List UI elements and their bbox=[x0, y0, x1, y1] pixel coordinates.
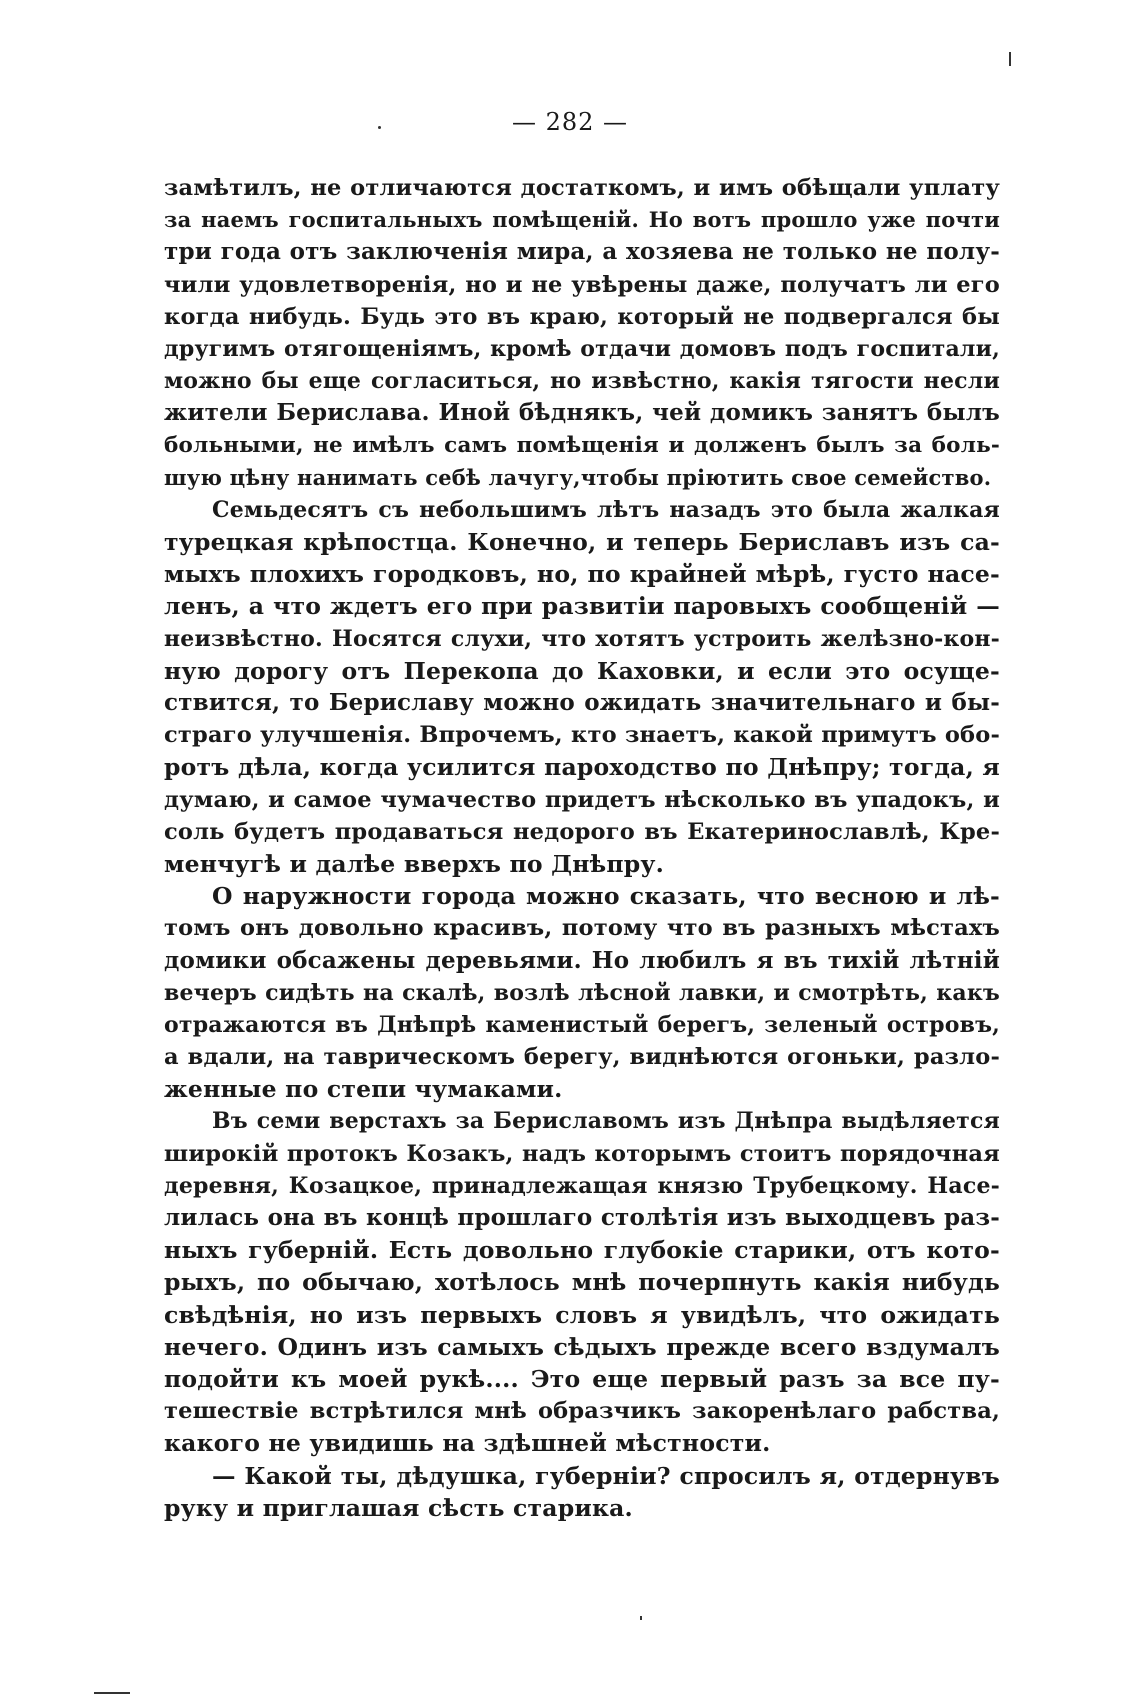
text-line: женные по степи чумаками. bbox=[164, 1075, 563, 1104]
text-line: неизвѣстно. Носятся слухи, что хотятъ устроить желѣзно-кон- bbox=[164, 625, 1000, 652]
text-line: ствится, то Бериславу можно ожидать значительнаго и бы- bbox=[164, 689, 1000, 716]
print-speck bbox=[640, 1616, 642, 1620]
text-line: руку и приглашая сѣсть старика. bbox=[164, 1493, 633, 1522]
text-line: Семьдесятъ съ небольшимъ лѣтъ назадъ это была жалкая bbox=[212, 496, 1000, 523]
text-line: думаю, и самое чумачество придетъ нѣсколько въ упадокъ, и bbox=[164, 786, 1000, 813]
text-line: замѣтилъ, не отличаются достаткомъ, и имъ обѣщали уплату bbox=[164, 175, 1000, 201]
text-line: шую цѣну нанимать себѣ лачугу,чтобы пріютить свое семейство. bbox=[164, 464, 992, 490]
text-line: рыхъ, по обычаю, хотѣлось мнѣ почерпнуть какія нибудь bbox=[164, 1268, 1000, 1297]
text-line: О наружности города можно сказать, что весною и лѣ- bbox=[212, 882, 1000, 911]
text-line: ленъ, а что ждетъ его при развитіи паровыхъ сообщеній — bbox=[164, 592, 1000, 621]
page-number: — 282 — bbox=[511, 108, 629, 136]
text-line: три года отъ заключенія мира, а хозяева не только не полу- bbox=[164, 238, 1000, 266]
text-line: домики обсажены деревьями. Но любилъ я въ тихій лѣтній bbox=[164, 946, 1000, 974]
text-line: ныхъ губерній. Есть довольно глубокіе старики, отъ кото- bbox=[164, 1236, 1000, 1265]
text-line: отражаются въ Днѣпрѣ каменистый берегъ, зеленый островъ, bbox=[164, 1011, 1000, 1038]
text-line: больными, не имѣлъ самъ помѣщенія и долженъ былъ за боль- bbox=[164, 432, 1000, 458]
text-line: какого не увидишь на здѣшней мѣстности. bbox=[164, 1429, 771, 1458]
text-line: — Какой ты, дѣдушка, губерніи? спросилъ я, отдернувъ bbox=[212, 1461, 1000, 1490]
text-line: за наемъ госпитальныхъ помѣщеній. Но вотъ прошло уже почти bbox=[164, 207, 1000, 233]
text-line: другимъ отягощеніямъ, кромѣ отдачи домовъ подъ госпитали, bbox=[164, 335, 1000, 362]
text-line: можно бы еще согласиться, но извѣстно, какія тягости несли bbox=[164, 368, 1000, 395]
text-line: турецкая крѣпостца. Конечно, и теперь Бериславъ изъ са- bbox=[164, 528, 1000, 557]
text-line: томъ онъ довольно красивъ, потому что въ разныхъ мѣстахъ bbox=[164, 915, 1000, 942]
text-line: Въ семи верстахъ за Бериславомъ изъ Днѣпра выдѣляется bbox=[212, 1108, 1000, 1135]
text-line: соль будетъ продаваться недорого въ Екатеринославлѣ, Кре- bbox=[164, 818, 1000, 845]
text-line: а вдали, на таврическомъ берегу, виднѣются огоньки, разло- bbox=[164, 1044, 1000, 1071]
text-line: менчугѣ и далѣе вверхъ по Днѣпру. bbox=[164, 849, 665, 878]
text-line: жители Берислава. Иной бѣднякъ, чей домикъ занятъ былъ bbox=[164, 399, 1000, 427]
text-line: свѣдѣнія, но изъ первыхъ словъ я увидѣлъ, что ожидать bbox=[164, 1300, 1000, 1329]
text-line: подойти къ моей рукѣ.... Это еще первый разъ за все пу- bbox=[164, 1364, 1000, 1393]
text-line: чили удовлетворенія, но и не увѣрены даже, получатъ ли его bbox=[164, 271, 1000, 298]
print-speck bbox=[1009, 52, 1011, 66]
text-line: ную дорогу отъ Перекопа до Каховки, и если это осуще- bbox=[164, 656, 1000, 685]
text-line: мыхъ плохихъ городковъ, но, по крайней мѣрѣ, густо насе- bbox=[164, 560, 1000, 589]
body-text bbox=[164, 172, 1000, 1524]
text-line: деревня, Козацкое, принадлежащая князю Трубецкому. Насе- bbox=[164, 1172, 1000, 1199]
text-line: когда нибудь. Будь это въ краю, который не подвергался бы bbox=[164, 303, 1000, 330]
text-line: страго улучшенія. Впрочемъ, кто знаетъ, какой примутъ обо- bbox=[164, 722, 1000, 749]
text-line: широкій протокъ Козакъ, надъ которымъ стоитъ порядочная bbox=[164, 1140, 1000, 1167]
print-speck bbox=[378, 126, 381, 129]
text-line: лилась она въ концѣ прошлаго столѣтія изъ выходцевъ раз- bbox=[164, 1204, 1000, 1231]
margin-rule bbox=[94, 1692, 130, 1694]
text-line: вечеръ сидѣть на скалѣ, возлѣ лѣсной лавки, и смотрѣть, какъ bbox=[164, 979, 1000, 1006]
text-line: ротъ дѣла, когда усилится пароходство по Днѣпру; тогда, я bbox=[164, 753, 1000, 782]
text-line: тешествіе встрѣтился мнѣ образчикъ закоренѣлаго рабства, bbox=[164, 1398, 1000, 1425]
text-line: нечего. Одинъ изъ самыхъ сѣдыхъ прежде всего вздумалъ bbox=[164, 1332, 1000, 1361]
